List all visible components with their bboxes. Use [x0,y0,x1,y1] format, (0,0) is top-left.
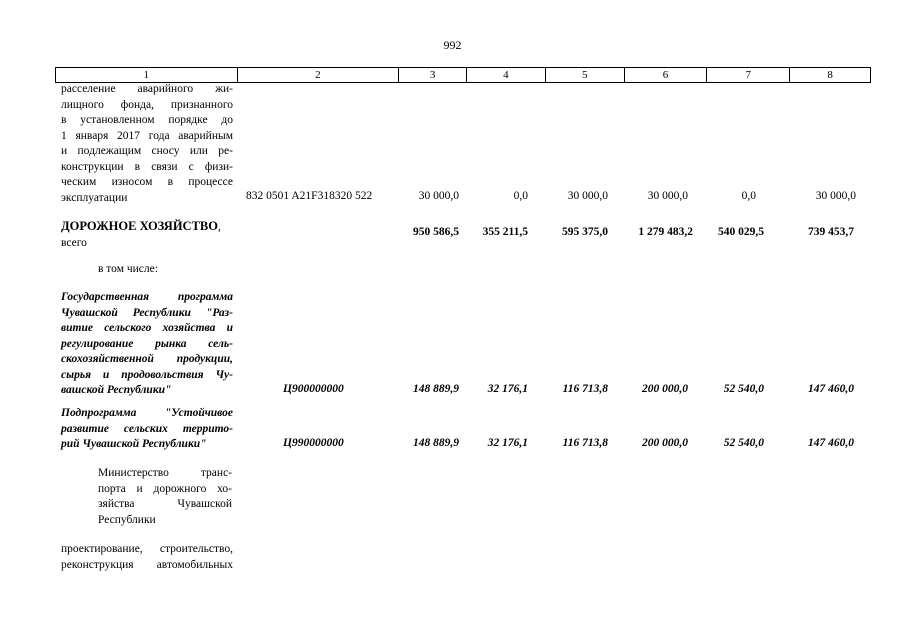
row1-line: ческим износом в процессе [61,176,233,188]
row4-value-7: 52 540,0 [723,437,764,449]
row3-value-6: 200 000,0 [642,383,688,395]
row3-line: скохозяйственной продукции, [61,353,233,365]
header-col-2: 2 [238,68,400,82]
header-col-4: 4 [467,68,546,82]
row1-code: 832 0501 A21F318320 522 [246,190,373,202]
row2-subtitle: всего [61,236,87,249]
row1-value-7: 0,0 [741,190,756,202]
row4-description [61,406,233,453]
row4-value-6: 200 000,0 [642,437,688,449]
row3-line: вашской Республики" [61,384,172,396]
row3-value-4: 32 176,1 [487,383,528,395]
row4-line: развитие сельских террито- [61,422,233,435]
header-col-5: 5 [546,68,625,82]
header-col-6: 6 [625,68,708,82]
row2-value-7: 540 029,5 [718,226,764,238]
row2-value-4: 355 211,5 [482,226,528,238]
row1-line: лищного фонда, признанного [61,98,233,111]
row3-line: регулирование рынка сель- [61,337,233,350]
row4-value-5: 116 713,8 [562,437,608,449]
row6-line: проектирование, строительство, [61,543,233,555]
row1-value-3: 30 000,0 [418,190,459,202]
row3-line: витие сельского хозяйства и [61,322,233,334]
row1-line: и подлежащим сносу или ре- [61,145,233,157]
row4-value-4: 32 176,1 [487,437,528,449]
row4-code: Ц990000000 [283,437,344,449]
row3-code: Ц900000000 [283,383,344,395]
row1-value-6: 30 000,0 [647,190,688,202]
row3-value-3: 148 889,9 [413,383,459,395]
row4-value-8: 147 460,0 [808,437,854,449]
header-col-1: 1 [56,68,238,82]
row3-value-8: 147 460,0 [808,383,854,395]
row2-value-3: 950 586,5 [413,226,459,238]
row6-description [61,542,233,573]
row6-line: реконструкция автомобильных [61,558,233,571]
row1-line: конструкции в связи с физи- [61,160,233,173]
header-col-8: 8 [827,69,833,81]
row3-line: Чувашской Республики "Раз- [61,306,233,319]
row1-description [61,82,233,206]
row1-line: эксплуатации [61,191,128,204]
row5-line: порта и дорожного хо- [98,482,232,495]
row2-description [61,219,241,251]
row3-line: Государственная программа [61,291,233,303]
row1-value-5: 30 000,0 [567,190,608,202]
row2-value-5: 595 375,0 [562,226,608,238]
row5-line: Республики [98,513,156,526]
row4-value-3: 148 889,9 [413,437,459,449]
row5-line: зяйства Чувашской [98,498,232,510]
row5-line: Министерство транс- [98,467,232,479]
row1-line: расселение аварийного жи- [61,83,233,95]
row3-value-7: 52 540,0 [723,383,764,395]
row1-line: 1 января 2017 года аварийным [61,129,233,142]
row4-line: рий Чувашской Республики" [61,438,207,450]
row1-value-4: 0,0 [513,190,528,202]
row3-value-5: 116 713,8 [562,383,608,395]
row2-title: ДОРОЖНОЕ ХОЗЯЙСТВО [61,219,218,233]
row3-line: сырья и продовольствия Чу- [61,368,233,381]
row1-line: в установленном порядке до [61,114,233,126]
row3-description [61,290,233,399]
page-number: 992 [443,38,462,52]
row5-description [98,466,232,528]
row4-line: Подпрограмма "Устойчивое [61,407,233,419]
row2-title-suffix: , [217,221,221,233]
including-label: в том числе: [98,263,158,275]
row2-value-8: 739 453,7 [808,226,854,238]
row2-value-6: 1 279 483,2 [638,226,693,238]
row1-value-8: 30 000,0 [815,190,856,202]
table-header [55,67,871,83]
header-col-7: 7 [707,68,790,82]
header-col-3: 3 [399,68,467,82]
